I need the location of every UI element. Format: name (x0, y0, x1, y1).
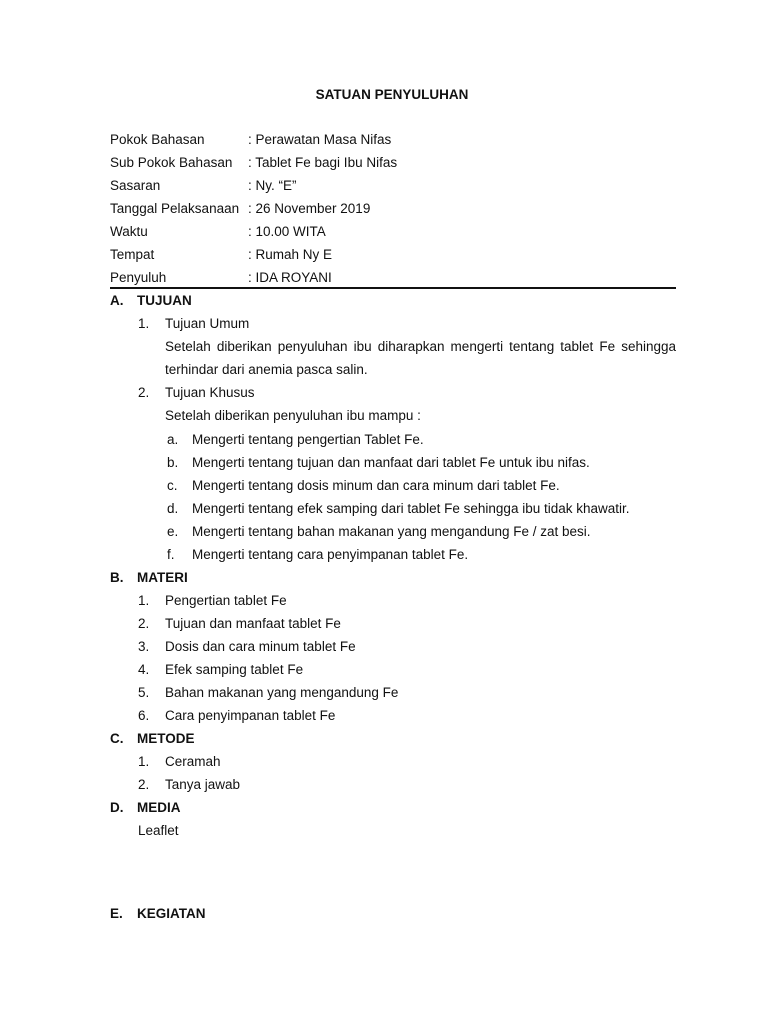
item-letter: f. (167, 547, 175, 562)
list-item (138, 658, 303, 681)
list-item (167, 428, 424, 451)
item-text: Mengerti tentang efek samping dari tablet Fe sehingga ibu tidak khawatir. (192, 501, 630, 516)
section-heading-materi (110, 566, 188, 589)
item-number: 2. (138, 777, 150, 792)
item-title: Tujuan Umum (165, 316, 250, 331)
info-value: : Ny. “E” (248, 178, 297, 193)
section-letter: B. (110, 570, 124, 585)
section-title: KEGIATAN (137, 906, 206, 921)
list-item (138, 773, 240, 796)
list-item (138, 750, 221, 773)
item-number: 1. (138, 754, 150, 769)
info-label: Tempat (110, 247, 155, 262)
item-letter: e. (167, 524, 179, 539)
info-row (110, 174, 676, 197)
tujuan-khusus-heading (138, 381, 255, 404)
info-label: Sasaran (110, 178, 161, 193)
item-text: Pengertian tablet Fe (165, 593, 287, 608)
item-text: Tanya jawab (165, 777, 241, 792)
info-value: : 10.00 WITA (248, 224, 326, 239)
list-item (138, 589, 287, 612)
info-label: Sub Pokok Bahasan (110, 155, 233, 170)
list-item (167, 474, 560, 497)
item-text: Bahan makanan yang mengandung Fe (165, 685, 399, 700)
item-text: Tujuan dan manfaat tablet Fe (165, 616, 341, 631)
info-label: Penyuluh (110, 270, 167, 285)
list-item (167, 543, 468, 566)
info-value: : Tablet Fe bagi Ibu Nifas (248, 155, 398, 170)
item-number: 1. (138, 593, 150, 608)
info-row (110, 197, 676, 220)
item-title: Tujuan Khusus (165, 385, 255, 400)
list-item (138, 635, 356, 658)
tujuan-umum-heading (138, 312, 249, 335)
item-number: 4. (138, 662, 150, 677)
list-item (167, 451, 590, 474)
info-value: : 26 November 2019 (248, 201, 371, 216)
item-letter: c. (167, 478, 178, 493)
section-heading-tujuan (110, 289, 192, 312)
item-number: 3. (138, 639, 150, 654)
item-text: Dosis dan cara minum tablet Fe (165, 639, 356, 654)
item-text: Mengerti tentang pengertian Tablet Fe. (192, 432, 424, 447)
document-title: SATUAN PENYULUHAN (315, 87, 469, 102)
media-text: Leaflet (138, 823, 179, 838)
section-heading-kegiatan (110, 902, 206, 925)
item-letter: d. (167, 501, 179, 516)
section-letter: D. (110, 800, 124, 815)
item-letter: a. (167, 432, 179, 447)
item-number: 2. (138, 385, 150, 400)
list-item (138, 704, 335, 727)
header-divider (110, 287, 676, 289)
tujuan-umum-text: Setelah diberikan penyuluhan ibu diharapkan mengerti tentang tablet Fe sehingga terhindar dari anemia pasca salin. (165, 339, 676, 377)
info-row (110, 151, 676, 174)
info-value: : Perawatan Masa Nifas (248, 132, 392, 147)
item-letter: b. (167, 455, 179, 470)
section-title: METODE (137, 731, 195, 746)
list-item (138, 681, 398, 704)
info-row (110, 266, 676, 289)
info-row (110, 243, 676, 266)
item-text: Mengerti tentang dosis minum dan cara minum dari tablet Fe. (192, 478, 560, 493)
list-item (167, 497, 630, 520)
item-text: Mengerti tentang bahan makanan yang mengandung Fe / zat besi. (192, 524, 591, 539)
list-item (138, 612, 341, 635)
item-text: Ceramah (165, 754, 221, 769)
info-value: : IDA ROYANI (248, 270, 332, 285)
section-title: MEDIA (137, 800, 181, 815)
info-table (110, 128, 676, 289)
item-number: 2. (138, 616, 150, 631)
info-row (110, 128, 676, 151)
section-heading-metode (110, 727, 195, 750)
item-number: 1. (138, 316, 150, 331)
info-label: Pokok Bahasan (110, 132, 205, 147)
section-heading-media (110, 796, 181, 819)
section-title: MATERI (137, 570, 188, 585)
info-label: Tanggal Pelaksanaan (110, 201, 240, 216)
item-text: Cara penyimpanan tablet Fe (165, 708, 336, 723)
list-item (167, 520, 591, 543)
info-label: Waktu (110, 224, 148, 239)
tujuan-khusus-intro: Setelah diberikan penyuluhan ibu mampu : (165, 408, 421, 423)
info-value: : Rumah Ny E (248, 247, 333, 262)
info-row (110, 220, 676, 243)
section-letter: A. (110, 293, 124, 308)
item-number: 5. (138, 685, 150, 700)
item-text: Efek samping tablet Fe (165, 662, 304, 677)
section-letter: E. (110, 906, 123, 921)
item-text: Mengerti tentang tujuan dan manfaat dari tablet Fe untuk ibu nifas. (192, 455, 590, 470)
section-letter: C. (110, 731, 124, 746)
section-title: TUJUAN (137, 293, 192, 308)
item-text: Mengerti tentang cara penyimpanan tablet Fe. (192, 547, 469, 562)
item-number: 6. (138, 708, 150, 723)
